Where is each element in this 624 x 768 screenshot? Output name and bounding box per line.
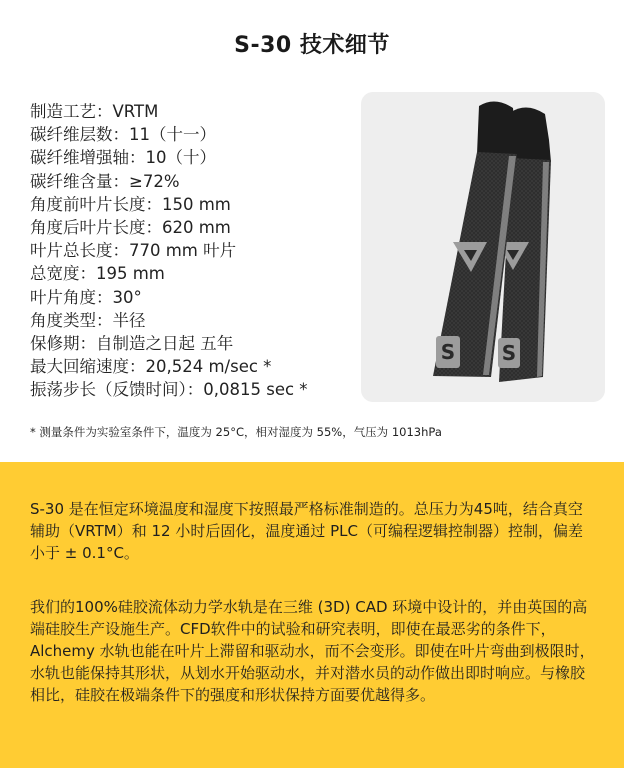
- spec-item: 最大回缩速度：20,524 m/sec *: [30, 357, 272, 377]
- spec-item: 制造工艺：VRTM: [30, 102, 159, 121]
- description-paragraph-1: S-30 是在恒定环境温度和湿度下按照最严格标准制造的。总压力为45吨，结合真空辅助（VRTM）和 12 小时后固化，温度通过 PLC（可编程逻辑控制器）控制，偏差小于 ± 0.1°C。: [30, 500, 583, 562]
- spec-item: 角度前叶片长度：150 mm: [30, 194, 231, 214]
- fins-illustration: [361, 92, 605, 402]
- spec-list: [30, 100, 308, 402]
- footnote: * 测量条件为实验室条件下，温度为 25°C，相对湿度为 55%，气压为 1013hPa: [30, 425, 442, 439]
- spec-item: 碳纤维层数：11（十一）: [30, 125, 216, 145]
- fin-left-letter: S: [440, 340, 456, 364]
- description-paragraph-2: 我们的100%硅胶流体动力学水轨是在三维 (3D) CAD 环境中设计的，并由英国的高端硅胶生产设施生产。CFD软件中的试验和研究表明，即使在最恶劣的条件下，Alchemy 水轨也能在叶片上滞留和驱动水，而不会变形。即使在叶片弯曲到极限时，水轨也能保持其形状，从划水开始驱动水，并对潜水员的动作做出即时响应。与橡胶相比，硅胶在极端条件下的强度和形状保持方面要优越得多。: [30, 598, 595, 704]
- spec-item: 振荡步长（反馈时间）：0,0815 sec *: [30, 380, 308, 400]
- spec-item: 角度类型：半径: [30, 310, 146, 330]
- spec-item: 叶片总长度：770 mm 叶片: [30, 241, 237, 261]
- fin-right-letter: S: [501, 341, 517, 365]
- spec-item: 总宽度：195 mm: [30, 264, 165, 284]
- spec-item: 叶片角度：30°: [30, 287, 142, 307]
- spec-item: 碳纤维含量：≥72%: [30, 171, 180, 191]
- description-panel: [0, 462, 624, 768]
- spec-item: 角度后叶片长度：620 mm: [30, 218, 231, 238]
- spec-item: 保修期：自制造之日起 五年: [30, 334, 234, 354]
- page-title: S-30 技术细节: [234, 33, 390, 58]
- spec-item: 碳纤维增强轴：10（十）: [30, 148, 216, 168]
- product-image: [361, 92, 605, 402]
